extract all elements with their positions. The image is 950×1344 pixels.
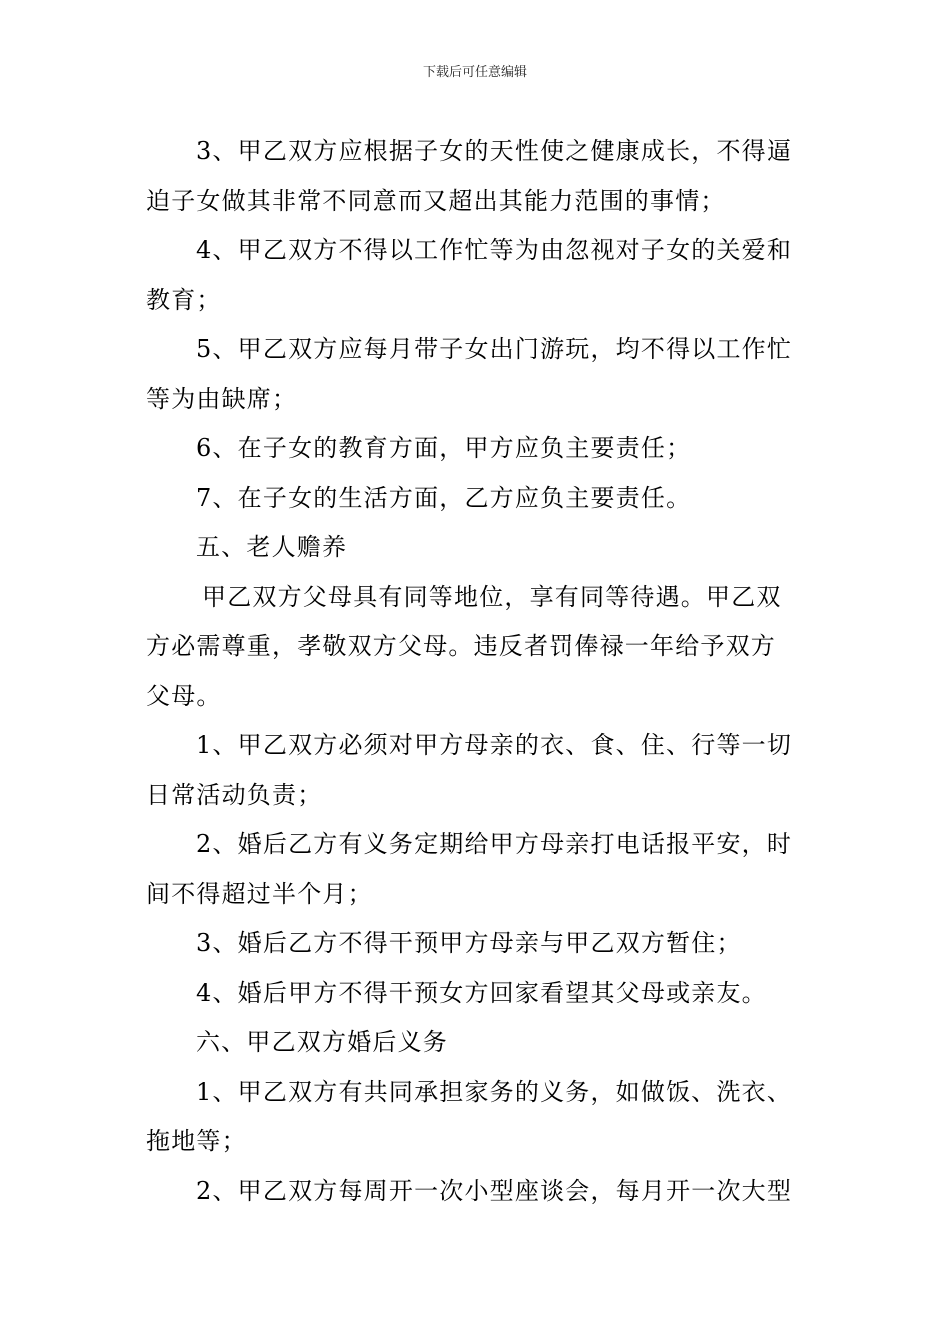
text-line: 父母。: [146, 681, 222, 710]
text-line: 4、甲乙双方不得以工作忙等为由忽视对子女的关爱和: [196, 236, 793, 264]
text-line: 等为由缺席；: [146, 384, 298, 413]
text-line: 3、婚后乙方不得干预甲方母亲与甲乙双方暂住；: [196, 929, 742, 957]
text-line: 教育；: [146, 285, 222, 314]
text-line: 3、甲乙双方应根据子女的天性使之健康成长，不得逼: [196, 137, 793, 165]
text-line: 拖地等；: [146, 1127, 247, 1155]
text-line: 日常活动负责；: [146, 780, 323, 809]
section-heading: 六、甲乙双方婚后义务: [196, 1028, 448, 1056]
text-line: 5、甲乙双方应每月带子女出门游玩，均不得以工作忙: [196, 335, 793, 363]
text-line: 方必需尊重，孝敬双方父母。违反者罚俸禄一年给予双方: [146, 632, 776, 660]
text-line: 7、在子女的生活方面，乙方应负主要责任。: [196, 483, 692, 512]
text-line: 1、甲乙双方必须对甲方母亲的衣、食、住、行等一切: [196, 731, 793, 759]
document-body: [146, 127, 806, 1216]
text-line: 6、在子女的教育方面，甲方应负主要责任；: [196, 434, 692, 462]
page-header-note: 下载后可任意编辑: [422, 65, 527, 80]
text-line: 2、婚后乙方有义务定期给甲方母亲打电话报平安，时: [196, 830, 793, 858]
text-line: 甲乙双方父母具有同等地位，享有同等待遇。甲乙双: [202, 582, 782, 611]
section-heading: 五、老人赡养: [196, 533, 348, 561]
text-line: 间不得超过半个月；: [146, 879, 373, 908]
text-line: 1、甲乙双方有共同承担家务的义务，如做饭、洗衣、: [196, 1077, 793, 1106]
text-line: 4、婚后甲方不得干预女方回家看望其父母或亲友。: [196, 978, 767, 1007]
text-line: 迫子女做其非常不同意而又超出其能力范围的事情；: [146, 186, 726, 215]
text-line: 2、甲乙双方每周开一次小型座谈会，每月开一次大型: [196, 1176, 793, 1205]
